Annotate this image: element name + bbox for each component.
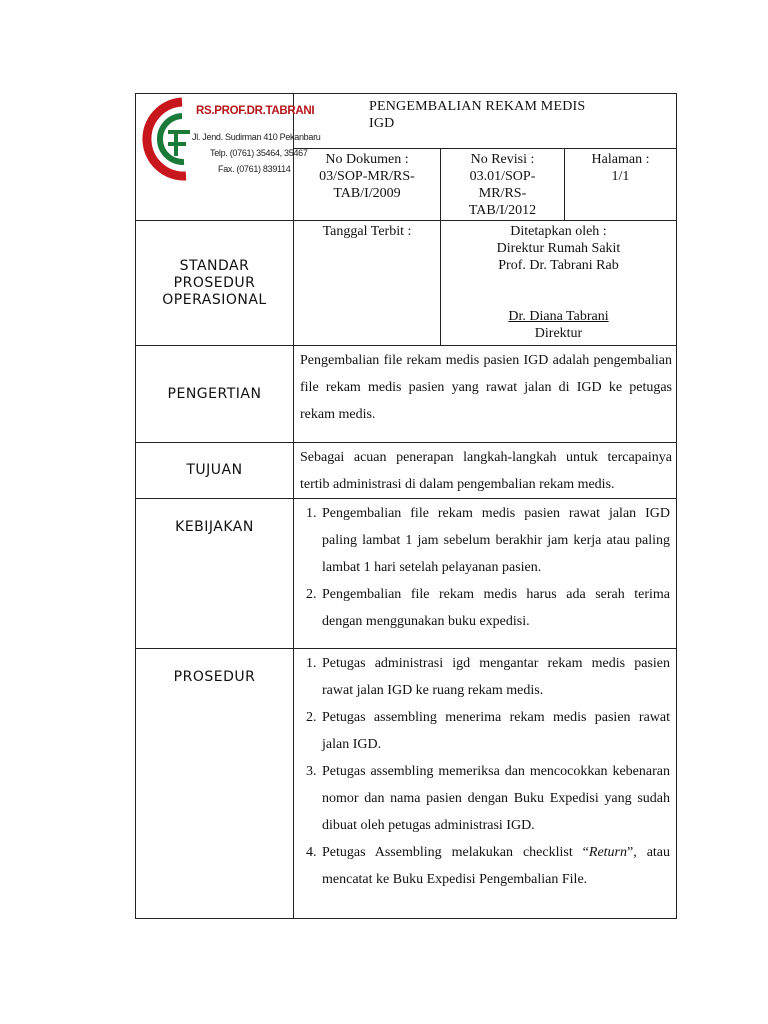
no-revisi-value-3: TAB/I/2012 <box>468 203 537 218</box>
tujuan-label: TUJUAN <box>136 443 294 499</box>
no-revisi-value-1: 03.01/SOP- <box>469 169 536 184</box>
logo-cell <box>136 94 321 221</box>
prosedur-item-4-after: ”, atau mencatat ke Buku Expedisi Pengembalian File. <box>322 845 671 887</box>
hospital-address: Jl. Jend. Sudirman 410 Pekanbaru <box>192 132 321 142</box>
halaman-value: 1/1 <box>611 169 630 184</box>
kebijakan-item-2: 2. Pengembalian file rekam medis harus ada serah terima dengan menggunakan buku expedisi. <box>320 581 670 635</box>
signer-name: Dr. Diana Tabrani <box>508 309 609 324</box>
tujuan-text: Sebagai acuan penerapan langkah-langkah untuk tercapainya tertib administrasi di dalam pengembalian rekam medis. <box>294 443 677 499</box>
prosedur-list <box>294 650 676 893</box>
prosedur-item-2: 2. Petugas assembling menerima rekam medis pasien rawat jalan IGD. <box>320 704 670 758</box>
prosedur-item-4-return: Return <box>588 845 628 860</box>
prosedur-label: PROSEDUR <box>136 649 294 919</box>
signer-title: Direktur <box>534 326 583 341</box>
hospital-fax: Fax. (0761) 839114 <box>218 164 291 174</box>
tanggal-terbit-label: Tanggal Terbit : <box>322 224 412 239</box>
sop-label-cell <box>136 221 294 346</box>
kebijakan-list <box>294 500 676 635</box>
title-line-1: PENGEMBALIAN REKAM MEDIS <box>369 99 586 114</box>
no-revisi-cell <box>441 149 565 221</box>
title-line-2: IGD <box>369 116 395 131</box>
halaman-label: Halaman : <box>591 152 650 167</box>
hospital-logo <box>142 96 321 216</box>
sop-label-line-1: STANDAR <box>179 257 250 274</box>
sop-label-line-3: OPERASIONAL <box>162 291 267 308</box>
kebijakan-cell <box>294 499 677 649</box>
prosedur-item-3: 3. Petugas assembling memeriksa dan mencocokkan kebenaran nomor dan nama pasien dengan Buku Expedisi yang sudah dibuat oleh petugas administrasi IGD. <box>320 758 670 839</box>
pengertian-text: Pengembalian file rekam medis pasien IGD adalah pengembalian file rekam medis pasien yang rawat jalan di IGD ke petugas rekam medis. <box>294 346 677 443</box>
ditetapkan-cell <box>441 221 677 346</box>
prosedur-item-4 <box>320 839 670 893</box>
hospital-phone: Telp. (0761) 35464, 35467 <box>210 148 308 158</box>
tanggal-terbit-cell <box>294 221 441 346</box>
prosedur-cell <box>294 649 677 919</box>
hospital-name: RS.PROF.DR.TABRANI <box>196 105 315 117</box>
no-dokumen-value-1: 03/SOP-MR/RS- <box>319 169 415 184</box>
sop-label-line-2: PROSEDUR <box>173 274 256 291</box>
no-dokumen-value-2: TAB/I/2009 <box>333 186 401 201</box>
kebijakan-item-1: 1. Pengembalian file rekam medis pasien rawat jalan IGD paling lambat 1 jam sebelum berakhir jam kerja atau paling lambat 1 hari setelah pelayanan pasien. <box>320 500 670 581</box>
no-dokumen-label: No Dokumen : <box>325 152 409 167</box>
kebijakan-label: KEBIJAKAN <box>136 499 294 649</box>
pengertian-label: PENGERTIAN <box>136 346 294 443</box>
ditetapkan-label: Ditetapkan oleh : <box>510 224 607 239</box>
no-revisi-value-2: MR/RS- <box>478 186 527 201</box>
ditetapkan-line-2: Prof. Dr. Tabrani Rab <box>498 258 619 273</box>
prosedur-item-4-before: Petugas Assembling melakukan checklist “ <box>322 845 589 860</box>
document-title <box>294 94 677 149</box>
no-revisi-label: No Revisi : <box>470 152 535 167</box>
sop-table <box>135 93 677 919</box>
halaman-cell <box>565 149 677 221</box>
prosedur-item-1: 1. Petugas administrasi igd mengantar rekam medis pasien rawat jalan IGD ke ruang rekam medis. <box>320 650 670 704</box>
no-dokumen-cell <box>294 149 441 221</box>
hospital-logo-icon <box>142 96 202 196</box>
ditetapkan-line-1: Direktur Rumah Sakit <box>496 241 621 256</box>
